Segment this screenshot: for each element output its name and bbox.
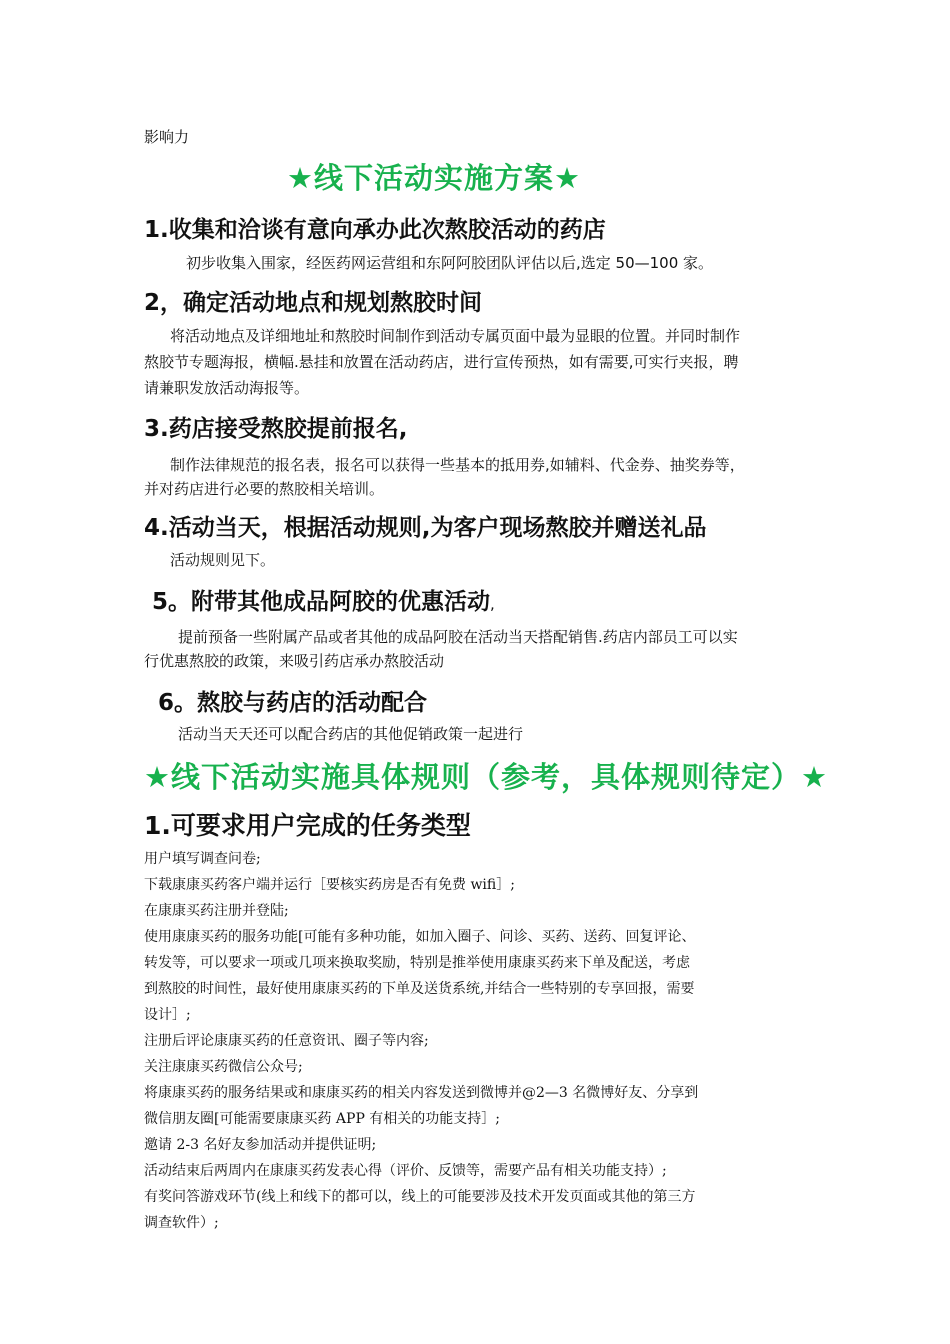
step-6-text: 活动当天天还可以配合药店的其他促销政策一起进行: [178, 725, 524, 743]
task-line: 转发等，可以要求一项或几项来换取奖励，特别是推举使用康康买药来下单及配送，考虑: [144, 955, 690, 971]
step-1-text: 初步收集入围家，经医药网运营组和东阿阿胶团队评估以后,选定 50—100 家。: [186, 254, 714, 272]
task-line: 设计］;: [144, 1007, 191, 1023]
step-3-heading: 3.药店接受熬胶提前报名,: [144, 416, 408, 442]
task-types-heading: 1.可要求用户完成的任务类型: [144, 811, 471, 840]
task-line: 调查软件）;: [144, 1215, 219, 1231]
offline-plan-title: ★线下活动实施方案★: [287, 161, 581, 195]
task-line: 注册后评论康康买药的任意资讯、圈子等内容;: [144, 1033, 429, 1049]
intro-fragment: 影响力: [144, 128, 190, 146]
step-1-heading: 1.收集和洽谈有意向承办此次熬胶活动的药店: [144, 217, 606, 243]
task-line: 到熬胶的时间性，最好使用康康买药的下单及送货系统,并结合一些特别的专享回报，需要: [144, 981, 695, 997]
task-line: 有奖问答游戏环节(线上和线下的都可以，线上的可能要涉及技术开发页面或其他的第三方: [144, 1189, 696, 1205]
step-2-text-line-3: 请兼职发放活动海报等。: [144, 379, 310, 397]
task-line: 邀请 2-3 名好友参加活动并提供证明;: [144, 1137, 377, 1153]
step-5-heading-text: 5。附带其他成品阿胶的优惠活动: [152, 589, 491, 615]
step-5-heading-suffix: ,: [490, 595, 495, 613]
task-line: 微信朋友圈[可能需要康康买药 APP 有相关的功能支持］;: [144, 1111, 501, 1127]
step-5-text-line-2: 行优惠熬胶的政策，来吸引药店承办熬胶活动: [144, 652, 445, 670]
task-line: 将康康买药的服务结果或和康康买药的相关内容发送到微博并@2—3 名微博好友、分享到: [144, 1085, 699, 1101]
step-6-heading: 6。熬胶与药店的活动配合: [158, 690, 428, 716]
step-2-text-line-1: 将活动地点及详细地址和熬胶时间制作到活动专属页面中最为显眼的位置。并同时制作: [170, 327, 741, 345]
step-2-heading: 2，确定活动地点和规划熬胶时间: [144, 290, 483, 316]
task-line: 在康康买药注册并登陆;: [144, 903, 289, 919]
task-line: 下载康康买药客户端并运行［要核实药房是否有免费 wifi］;: [144, 877, 515, 893]
task-line: 关注康康买药微信公众号;: [144, 1059, 303, 1075]
step-2-text-line-2: 熬胶节专题海报，横幅.悬挂和放置在活动药店，进行宣传预热，如有需要,可实行夹报，聘: [144, 353, 739, 371]
task-line: 用户填写调查问卷;: [144, 851, 261, 867]
task-line: 使用康康买药的服务功能[可能有多种功能，如加入圈子、问诊、买药、送药、回复评论、: [144, 929, 696, 945]
step-4-text: 活动规则见下。: [170, 551, 276, 569]
step-3-text-line-1: 制作法律规范的报名表，报名可以获得一些基本的抵用券,如辅料、代金券、抽奖券等，: [170, 456, 745, 474]
rules-title: ★线下活动实施具体规则（参考，具体规则待定）★: [144, 760, 828, 794]
step-4-heading: 4.活动当天，根据活动规则,为客户现场熬胶并赠送礼品: [144, 515, 707, 541]
step-5-text-line-1: 提前预备一些附属产品或者其他的成品阿胶在活动当天搭配销售.药店内部员工可以实: [178, 628, 738, 646]
task-line: 活动结束后两周内在康康买药发表心得（评价、反馈等，需要产品有相关功能支持）;: [144, 1163, 667, 1179]
step-3-text-line-2: 并对药店进行必要的熬胶相关培训。: [144, 480, 385, 498]
step-5-heading: [152, 583, 495, 616]
